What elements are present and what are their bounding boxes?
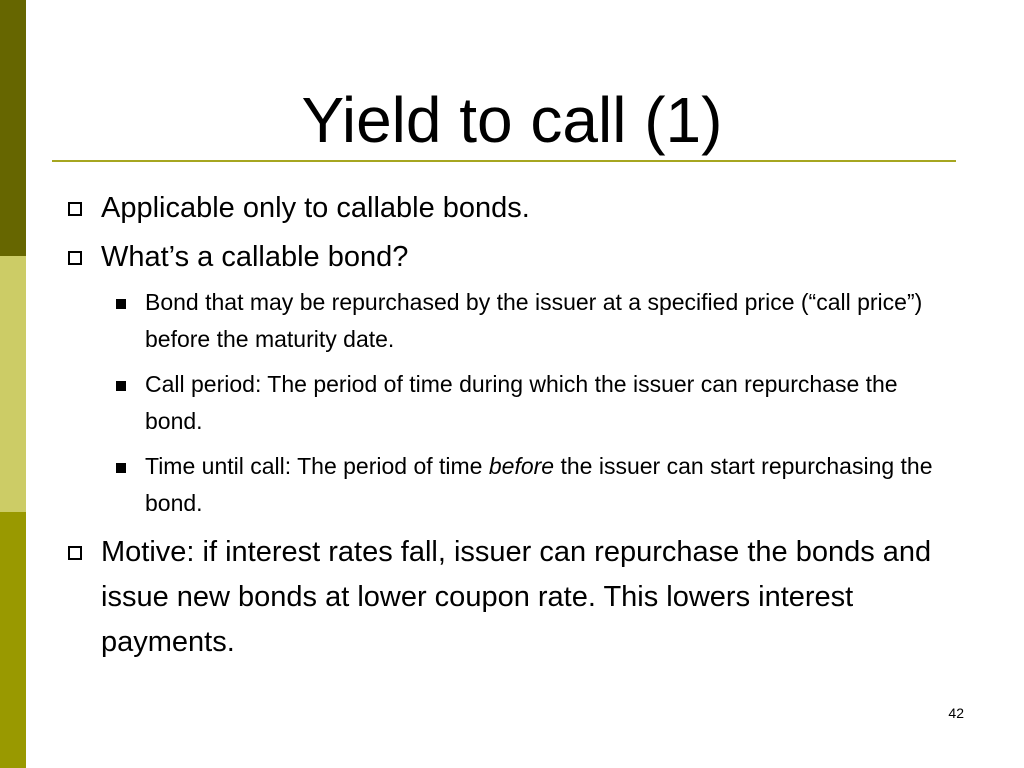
emphasized-word: before [488, 453, 555, 479]
sub-bullet-item [64, 366, 944, 440]
sub-bullet-list [64, 284, 944, 522]
sub-bullet-item [64, 448, 944, 522]
title-divider [52, 160, 956, 162]
decorative-bar-top [0, 0, 26, 256]
filled-square-bullet-icon [116, 381, 126, 391]
bullet-text: Applicable only to callable bonds. [101, 192, 530, 224]
bullet-item [64, 186, 944, 231]
slide-title: Yield to call (1) [301, 84, 723, 156]
filled-square-bullet-icon [116, 463, 126, 473]
bullet-item [64, 530, 944, 665]
hollow-square-bullet-icon [68, 546, 82, 560]
sub-bullet-item [64, 284, 944, 358]
sub-bullet-text: Bond that may be repurchased by the issuer at a specified price (“call price”) before the maturity date. [145, 289, 923, 352]
sub-bullet-text-end: the issuer can start repurchasing the bond. [145, 453, 933, 516]
sub-bullet-text-start: Time until call: The period of time [145, 453, 489, 479]
hollow-square-bullet-icon [68, 202, 82, 216]
decorative-bar-bottom [0, 512, 26, 768]
hollow-square-bullet-icon [68, 251, 82, 265]
bullet-text: Motive: if interest rates fall, issuer can repurchase the bonds and issue new bonds at lower coupon rate. This lowers interest payments. [101, 536, 932, 658]
decorative-bar-middle [0, 256, 26, 512]
page-number: 42 [948, 705, 964, 721]
bullet-text: What’s a callable bond? [101, 241, 409, 273]
slide-body [64, 186, 944, 665]
filled-square-bullet-icon [116, 299, 126, 309]
sub-bullet-text: Call period: The period of time during which the issuer can repurchase the bond. [145, 371, 898, 434]
bullet-item [64, 235, 944, 280]
